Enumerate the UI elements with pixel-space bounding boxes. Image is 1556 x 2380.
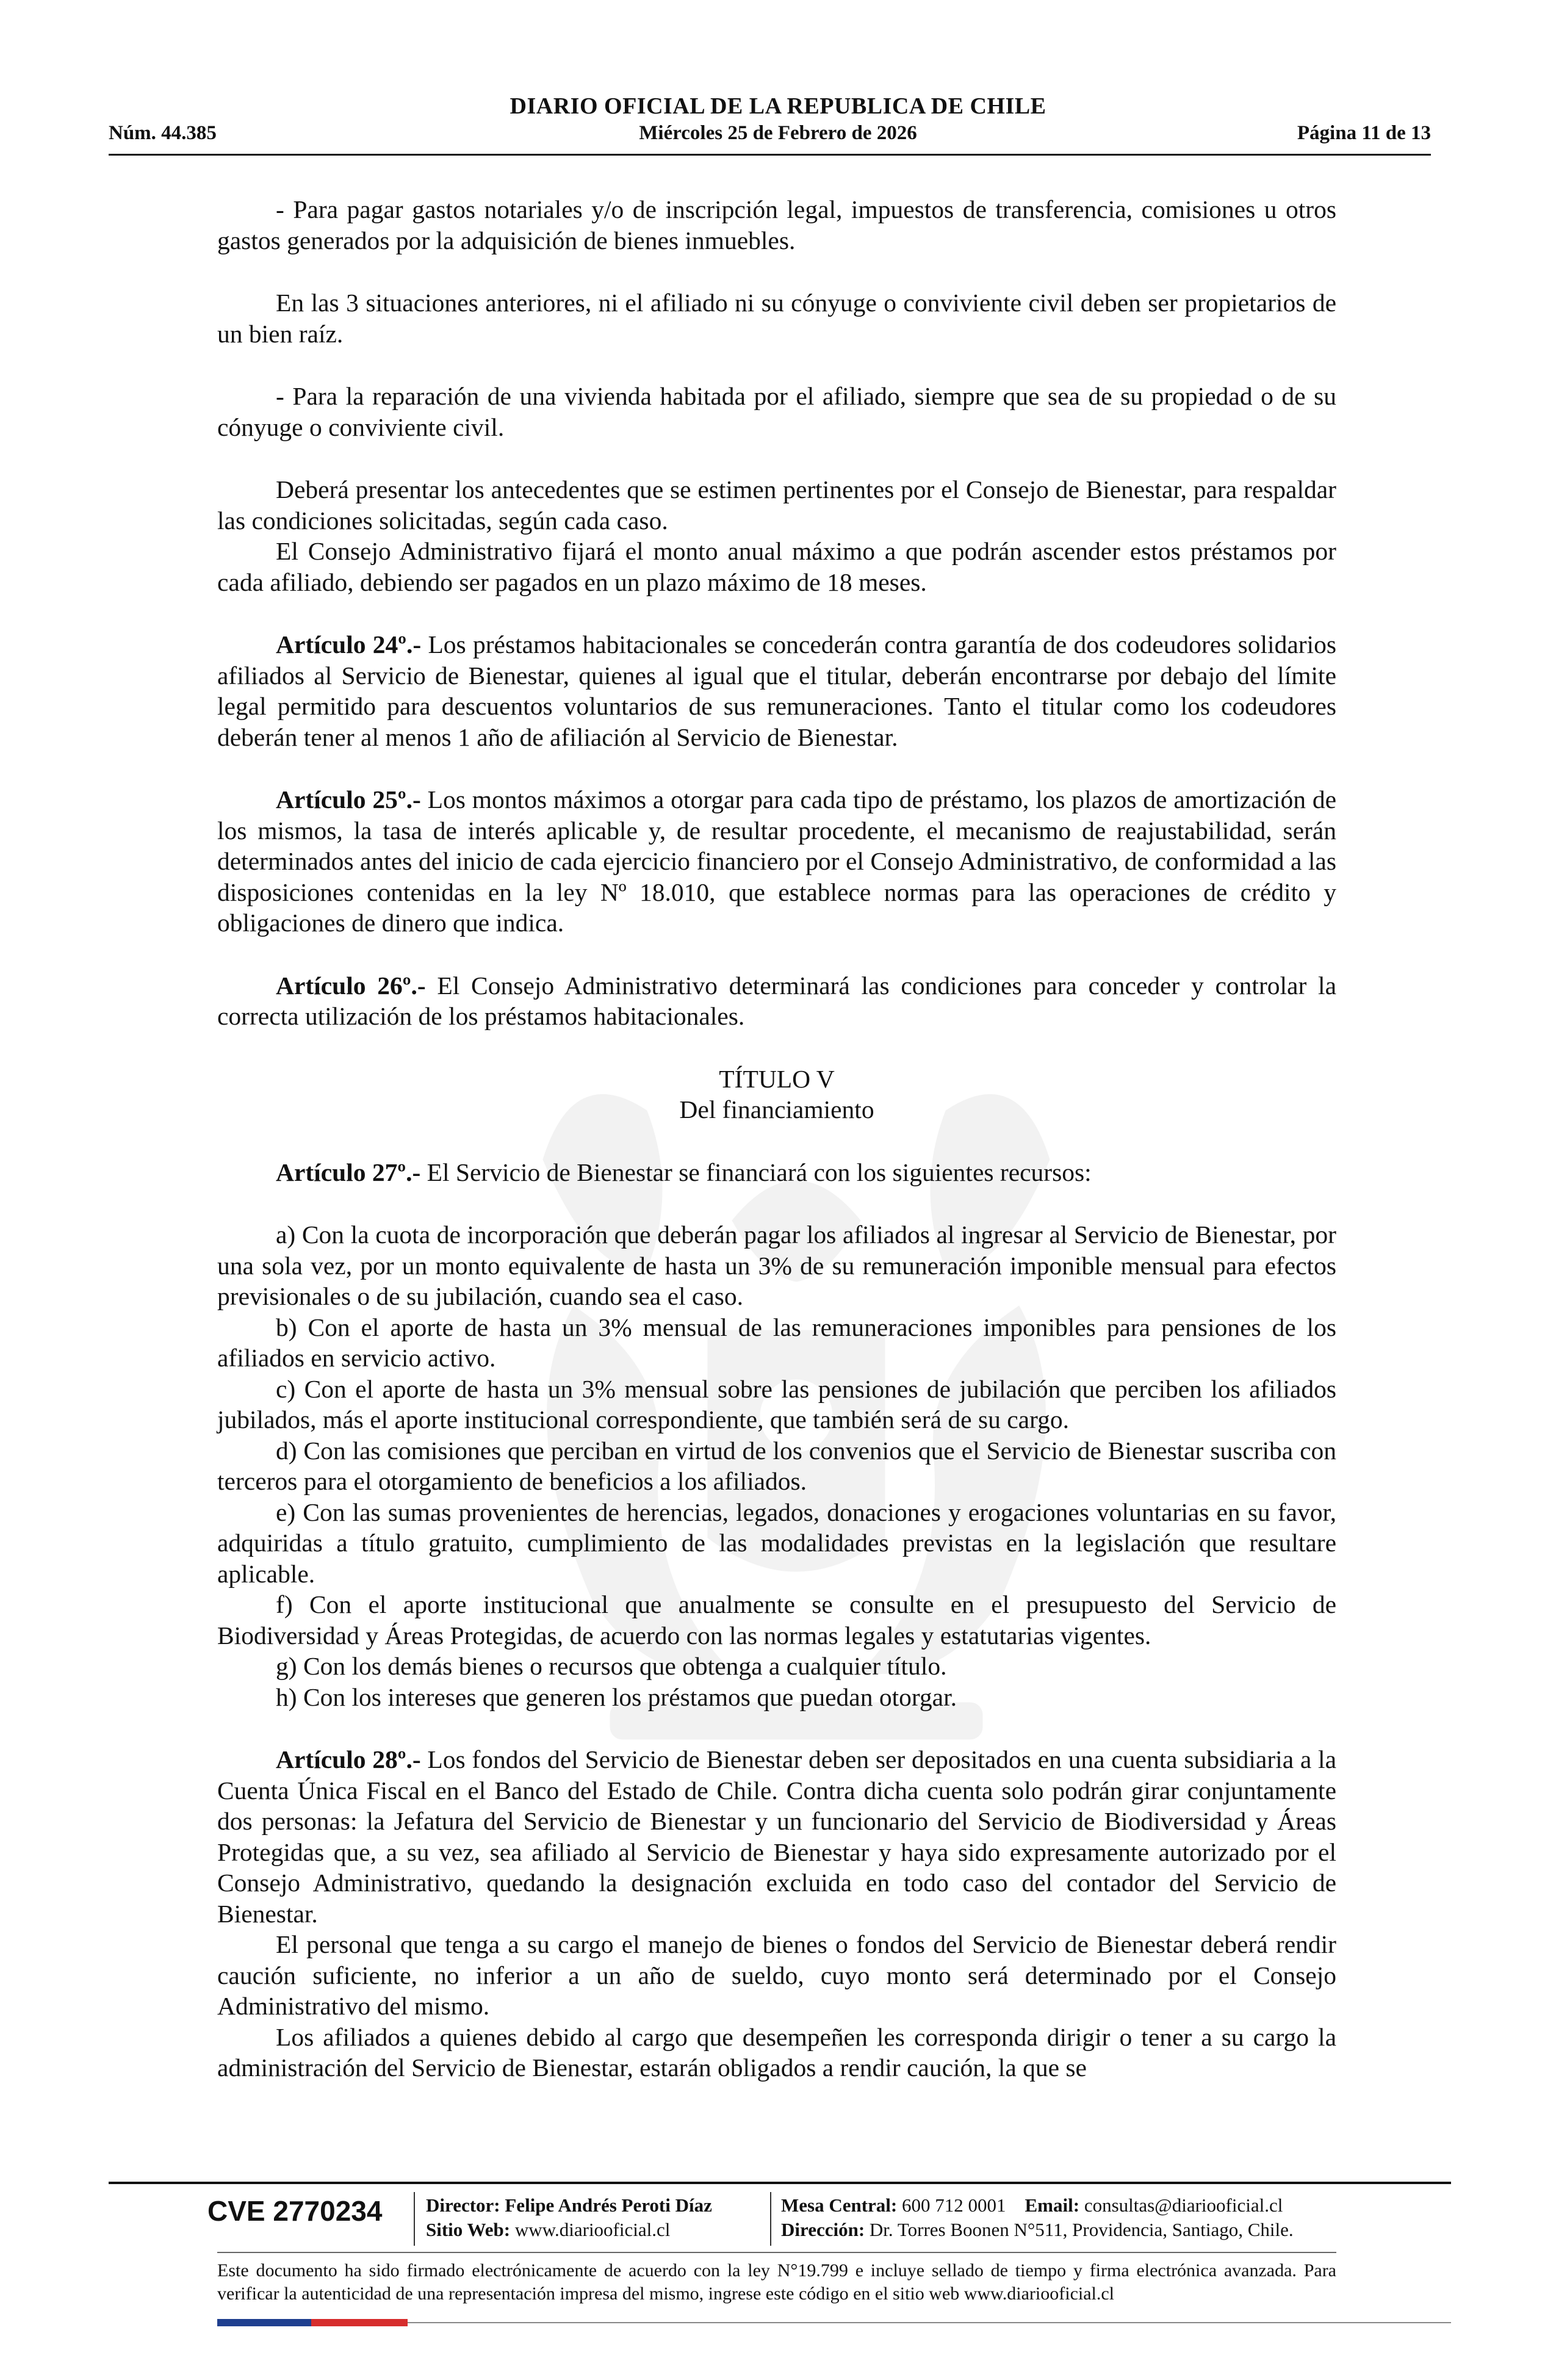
page-indicator: Página 11 de 13: [1297, 122, 1431, 144]
email-link[interactable]: consultas@diariooficial.cl: [1084, 2194, 1283, 2216]
director-label: Director:: [426, 2194, 500, 2216]
list-item: c) Con el aporte de hasta un 3% mensual sobre las pensiones de jubilación que perciben los afiliados jubilados, más el aporte institucional correspondiente, que también será de su cargo.: [217, 1374, 1336, 1433]
issue-number: Núm. 44.385: [109, 122, 217, 144]
footer-contact-block: [781, 2193, 1294, 2242]
article-label: Artículo 26º.-: [276, 971, 426, 1000]
article-text: El Consejo Administrativo determinará las condiciones para conceder y controlar la correcta utilización de los préstamos habitacionales.: [217, 971, 1336, 1030]
article-label: Artículo 25º.-: [276, 785, 421, 813]
article-28: [217, 1744, 1336, 1929]
flag-bar-red: [311, 2319, 408, 2326]
site-label: Sitio Web:: [426, 2219, 511, 2240]
cve-code: CVE 2770234: [207, 2195, 383, 2227]
article-26: [217, 970, 1336, 1032]
issue-date: Miércoles 25 de Febrero de 2026: [639, 122, 917, 144]
list-item: g) Con los demás bienes o recursos que obtenga a cualquier título.: [276, 1652, 947, 1680]
footer-separator: [414, 2192, 415, 2246]
section-title: TÍTULO V: [719, 1064, 835, 1093]
document-body: [217, 194, 1336, 2083]
section-subtitle: Del financiamiento: [679, 1095, 874, 1123]
article-label: Artículo 24º.-: [276, 630, 422, 658]
list-item: h) Con los intereses que generen los préstamos que puedan otorgar.: [276, 1682, 957, 1711]
signature-notice: Este documento ha sido firmado electrónicamente de acuerdo con la ley N°19.799 e incluye sellado de tiempo y firma electrónica avanzada. Para verificar la autenticidad de una representación impresa del mismo, ingrese este código en el sitio web www.diariooficial.cl: [217, 2260, 1336, 2304]
article-text: El Servicio de Bienestar se financiará con los siguientes recursos:: [420, 1158, 1092, 1186]
address-value: Dr. Torres Boonen N°511, Providencia, Santiago, Chile.: [869, 2219, 1294, 2240]
footer-separator: [770, 2192, 771, 2246]
newspaper-title: DIARIO OFICIAL DE LA REPUBLICA DE CHILE: [510, 93, 1046, 119]
list-item: b) Con el aporte de hasta un 3% mensual de las remuneraciones imponibles para pensiones de los afiliados en servicio activo.: [217, 1313, 1336, 1372]
email-label: Email:: [1025, 2194, 1080, 2216]
article-label: Artículo 28º.-: [276, 1745, 421, 1773]
header-divider: [109, 154, 1431, 156]
article-27: [217, 1157, 1336, 1188]
paragraph: - Para pagar gastos notariales y/o de inscripción legal, impuestos de transferencia, comisiones u otros gastos generados por la adquisición de bienes inmuebles.: [217, 195, 1336, 254]
paragraph: - Para la reparación de una vivienda habitada por el afiliado, siempre que sea de su propiedad o de su cónyuge o conviviente civil.: [217, 382, 1336, 441]
flag-bar-blue: [217, 2319, 311, 2326]
paragraph: En las 3 situaciones anteriores, ni el afiliado ni su cónyuge o conviviente civil deben ser propietarios de un bien raíz.: [217, 289, 1336, 348]
address-label: Dirección:: [781, 2219, 865, 2240]
site-link[interactable]: www.diariooficial.cl: [514, 2219, 671, 2240]
footer-divider-thin: [217, 2252, 1336, 2253]
footer-divider: [109, 2182, 1451, 2184]
article-label: Artículo 27º.-: [276, 1158, 421, 1186]
footer-director-block: [426, 2193, 712, 2242]
list-item: d) Con las comisiones que perciban en virtud de los convenios que el Servicio de Bienestar suscriba con terceros para el otorgamiento de beneficios a los afiliados.: [217, 1436, 1336, 1495]
article-24: [217, 629, 1336, 752]
article-text: Los montos máximos a otorgar para cada tipo de préstamo, los plazos de amortización de los mismos, la tasa de interés aplicable y, de resultar procedente, el mecanismo de reajustabilidad, serán determinados antes del inicio de cada ejercicio financiero por el Consejo Administrativo, de conformidad a las disposiciones contenidas en la ley Nº 18.010, que establece normas para las operaciones de crédito y obligaciones de dinero que indica.: [217, 785, 1336, 937]
paragraph: Los afiliados a quienes debido al cargo que desempeñen les corresponda dirigir o tener a su cargo la administración del Servicio de Bienestar, estarán obligados a rendir caución, la que se: [217, 2022, 1336, 2082]
paragraph: El personal que tenga a su cargo el manejo de bienes o fondos del Servicio de Bienestar deberá rendir caución suficiente, no inferior a un año de sueldo, cuyo monto será determinado por el Consejo Administrativo del mismo.: [217, 1930, 1336, 2020]
article-text: Los fondos del Servicio de Bienestar deben ser depositados en una cuenta subsidiaria a la Cuenta Única Fiscal en el Banco del Estado de Chile. Contra dicha cuenta solo podrán girar conjuntamente dos personas: la Jefatura del Servicio de Bienestar y un funcionario del Servicio de Biodiversidad y Áreas Protegidas que, a su vez, sea afiliado al Servicio de Bienestar y haya sido expresamente autorizado por el Consejo Administrativo, quedando la designación excluida en todo caso del contador del Servicio de Bienestar.: [217, 1745, 1336, 1928]
list-item: a) Con la cuota de incorporación que deberán pagar los afiliados al ingresar al Servicio de Bienestar, por una sola vez, por un monto equivalente de hasta un 3% de su remuneración imponible mensual para efectos previsionales o de su jubilación, cuando sea el caso.: [217, 1221, 1336, 1310]
director-name: Felipe Andrés Peroti Díaz: [505, 2194, 712, 2216]
paragraph: El Consejo Administrativo fijará el monto anual máximo a que podrán ascender estos préstamos por cada afiliado, debiendo ser pagados en un plazo máximo de 18 meses.: [217, 537, 1336, 596]
article-25: [217, 784, 1336, 939]
mesa-phone: 600 712 0001: [902, 2194, 1006, 2216]
article-text: Los préstamos habitacionales se concederán contra garantía de dos codeudores solidarios afiliados al Servicio de Bienestar, quienes al igual que el titular, deberán encontrarse por debajo del límite legal permitido para descuentos voluntarios de sus remuneraciones. Tanto el titular como los codeudores deberán tener al menos 1 año de afiliación al Servicio de Bienestar.: [217, 630, 1336, 751]
list-item: e) Con las sumas provenientes de herencias, legados, donaciones y erogaciones voluntarias en su favor, adquiridas a título gratuito, cumplimiento de las modalidades previstas en la legislación que resultare aplicable.: [217, 1498, 1336, 1588]
mesa-label: Mesa Central:: [781, 2194, 898, 2216]
paragraph: Deberá presentar los antecedentes que se estimen pertinentes por el Consejo de Bienestar, para respaldar las condiciones solicitadas, según cada caso.: [217, 475, 1336, 535]
list-item: f) Con el aporte institucional que anualmente se consulte en el presupuesto del Servicio de Biodiversidad y Áreas Protegidas, de acuerdo con las normas legales y estatutarias vigentes.: [217, 1590, 1336, 1650]
